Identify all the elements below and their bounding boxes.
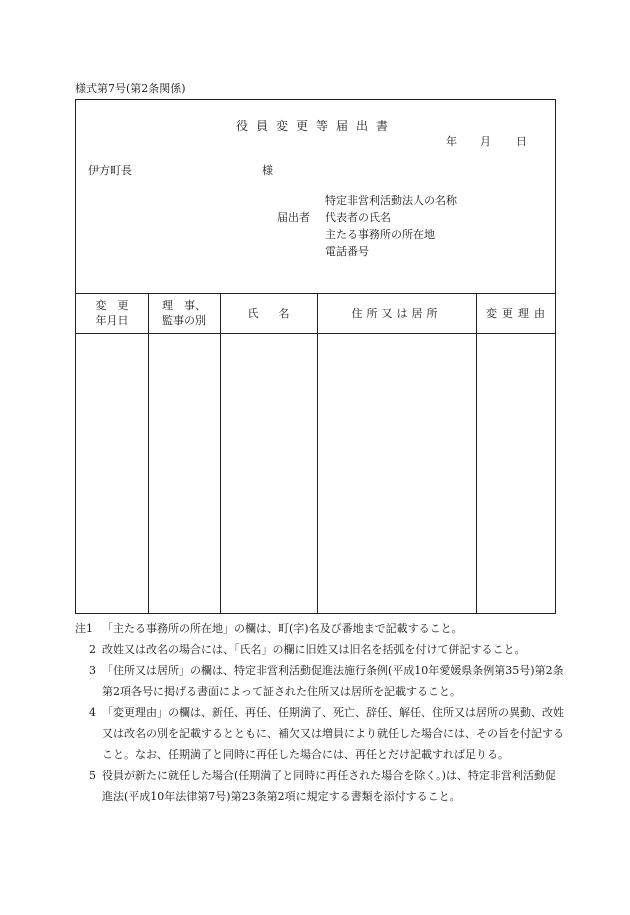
header-officer-type-line1: 理 事、 [162,299,206,313]
header-change-reason: 変更理由 [486,306,550,320]
filer-representative-label: 代表者の氏名 [325,211,391,224]
note-item [75,618,565,639]
col-divider-4 [476,294,477,613]
note-number: 注1 [75,622,93,635]
note-item [75,702,565,765]
col-divider-2 [220,294,221,613]
note-text: 「主たる事務所の所在地」の欄は、町(字)名及び番地まで記載すること。 [102,622,463,635]
filer-phone-label: 電話番号 [325,245,369,258]
header-change-date [76,294,148,334]
honorific: 様 [262,164,273,177]
date-month-label: 月 [480,135,491,148]
note-number: 4 [89,706,96,719]
note-item [75,765,565,807]
date-year-label: 年 [446,135,457,148]
note-item [75,660,565,702]
filer-label: 届出者 [277,211,310,224]
note-text: 「変更理由」の欄は、新任、再任、任期満了、死亡、辞任、解任、住所又は居所の異動、改姓又は改名の別を記載するとともに、補欠又は増員により就任した場合には、その旨を付記すること。なお、任期満了と同時に再任した場合には、再任とだけ記載すれば足りる。 [102,706,564,761]
col-divider-1 [148,294,149,613]
note-number: 3 [89,664,96,677]
filer-office-address-label: 主たる事務所の所在地 [325,228,435,241]
form-frame [75,99,556,614]
note-text: 「住所又は居所」の欄は、特定非営利活動促進法施行条例(平成10年愛媛県条例第35号)第2条第2項各号に掲げる書面によって証された住所又は居所を記載すること。 [102,664,564,698]
notes-section [75,618,565,807]
note-text: 役員が新たに就任した場合(任期満了と同時に再任された場合を除く。)は、特定非営利活動促進法(平成10年法律第7号)第23条第2項に規定する書類を添付すること。 [102,769,556,803]
header-officer-type-line2: 監事の別 [162,314,206,327]
note-item [75,639,565,660]
header-name: 氏名 [247,306,310,320]
header-change-date-line1: 変 更 [95,299,129,313]
note-number: 5 [89,769,96,782]
filer-corp-name-label: 特定非営利活動法人の名称 [325,194,457,207]
note-text: 改姓又は改名の場合には、「氏名」の欄に旧姓又は旧名を括弧を付けて併記すること。 [102,643,526,656]
date-day-label: 日 [516,135,527,148]
form-code: 様式第7号(第2条関係) [75,82,186,95]
header-address: 住所又は居所 [351,306,442,320]
addressee: 伊方町長 [88,164,132,177]
note-number: 2 [89,643,96,656]
header-officer-type [148,294,220,334]
col-divider-3 [317,294,318,613]
header-change-date-line2: 年月日 [95,314,129,327]
form-title: 役員変更等届出書 [235,119,396,133]
